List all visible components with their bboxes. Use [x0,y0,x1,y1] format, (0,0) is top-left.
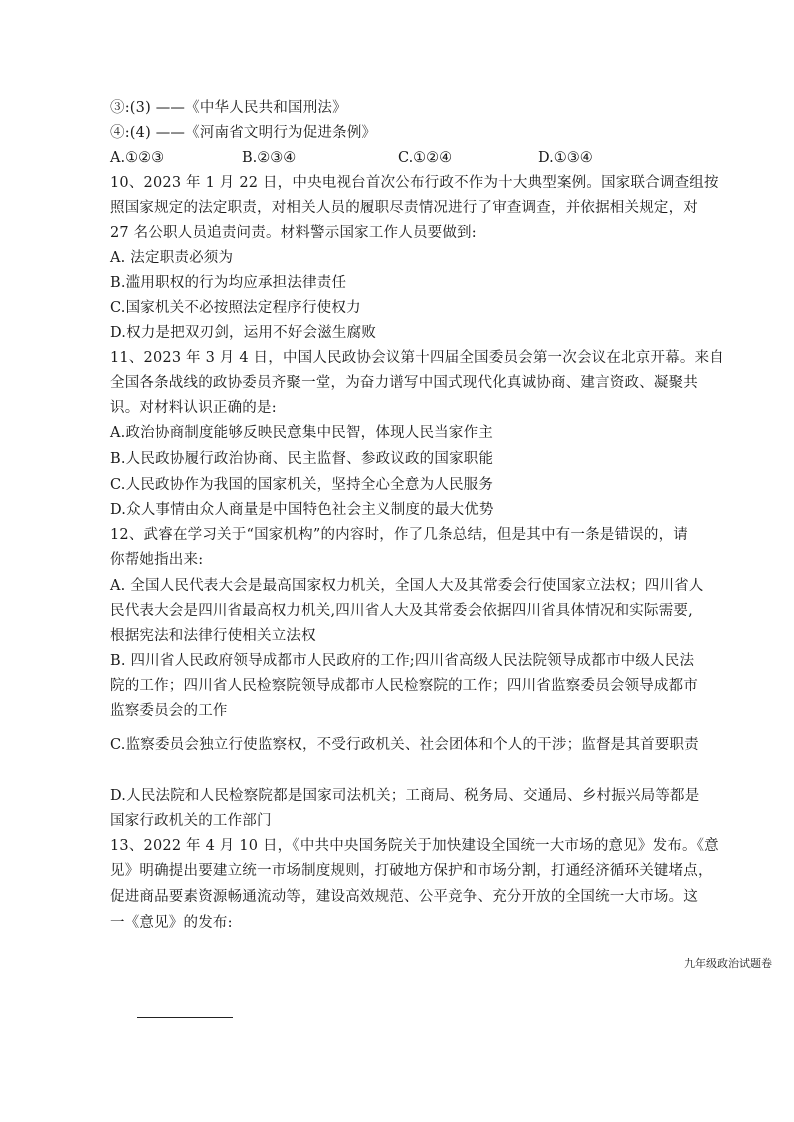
option-c: C.①②④ [398,150,453,166]
question-10-stem: 10、2023 年 1 月 22 日，中央电视台首次公布行政不作为十大典型案例。国家联合调查组按 [110,175,719,191]
question-13-stem: 13、2022 年 4 月 10 日，《中共中央国务院关于加快建设全国统一大市场的意见》发布。《意 [110,838,719,854]
question-12-option-c: C.监察委员会独立行使监察权，不受行政机关、社会团体和个人的干涉；监督是其首要职责 [110,737,699,753]
question-11-option-c: C.人民政协作为我国的国家机关，坚持全心全意为人民服务 [110,477,494,493]
question-11-stem: 识。对材料认识正确的是: [110,400,277,416]
question-12-option-a: A. 全国人民代表大会是最高国家权力机关，全国人大及其常委会行使国家立法权；四川省人 [110,578,704,594]
question-13-stem: 一《意见》的发布: [110,915,233,931]
question-10-stem: 27 名公职人员追责问责。材料警示国家工作人员要做到: [110,225,477,241]
question-10-stem: 照国家规定的法定职责，对相关人员的履职尽责情况进行了审查调查，并依据相关规定，对 [110,200,698,216]
question-10-option-b: B.滥用职权的行为均应承担法律责任 [110,275,347,291]
question-12-stem: 你帮她指出来: [110,552,204,568]
question-12-option-d: D.人民法院和人民检察院都是国家司法机关；工商局、税务局、交通局、乡村振兴局等都是 [110,788,700,804]
question-12-option-b: 院的工作；四川省人民检察院领导成都市人民检察院的工作；四川省监察委员会领导成都市 [110,678,698,694]
option-b: B.②③④ [242,150,297,166]
question-11-stem: 11、2023 年 3 月 4 日，中国人民政协会议第十四届全国委员会第一次会议在北京开幕。来自 [110,350,724,366]
option-d: D.①③④ [538,150,593,166]
item-4-regulation: ④:(4) ——《河南省文明行为促进条例》 [110,125,377,141]
question-12-option-b: B. 四川省人民政府领导成都市人民政府的工作;四川省高级人民法院领导成都市中级人民法 [110,653,695,669]
question-9-options [110,145,780,171]
item-3-law: ③:(3) ——《中华人民共和国刑法》 [110,100,347,116]
question-12-option-a: 民代表大会是四川省最高权力机关,四川省人大及其常委会依据四川省具体情况和实际需要, [110,603,693,619]
option-a: A.①②③ [110,150,165,166]
question-10-option-a: A. 法定职责必须为 [110,250,234,266]
question-10-option-d: D.权力是把双刃剑，运用不好会滋生腐败 [110,325,377,341]
question-12-option-b: 监察委员会的工作 [110,703,228,719]
footer-rule [137,1017,233,1018]
question-11-option-a: A.政治协商制度能够反映民意集中民智，体现人民当家作主 [110,425,493,441]
question-11-option-d: D.众人事情由众人商量是中国特色社会主义制度的最大优势 [110,502,494,518]
question-12-stem: 12、武睿在学习关于“国家机构”的内容时，作了几条总结，但是其中有一条是错误的，请 [110,527,688,543]
question-13-stem: 促进商品要素资源畅通流动等，建设高效规范、公平竞争、充分开放的全国统一大市场。这 [110,889,698,905]
question-11-option-b: B.人民政协履行政治协商、民主监督、参政议政的国家职能 [110,451,494,467]
question-13-stem: 见》明确提出要建立统一市场制度规则，打破地方保护和市场分割，打通经济循环关键堵点， [110,863,713,879]
question-12-option-d: 国家行政机关的工作部门 [110,813,272,829]
question-11-stem: 全国各条战线的政协委员齐聚一堂，为奋力谱写中国式现代化真诚协商、建言资政、凝聚共 [110,375,698,391]
page-footer: 九年级政治试题卷 [684,957,772,970]
question-12-option-a: 根据宪法和法律行使相关立法权 [110,628,316,644]
question-10-option-c: C.国家机关不必按照法定程序行使权力 [110,300,361,316]
